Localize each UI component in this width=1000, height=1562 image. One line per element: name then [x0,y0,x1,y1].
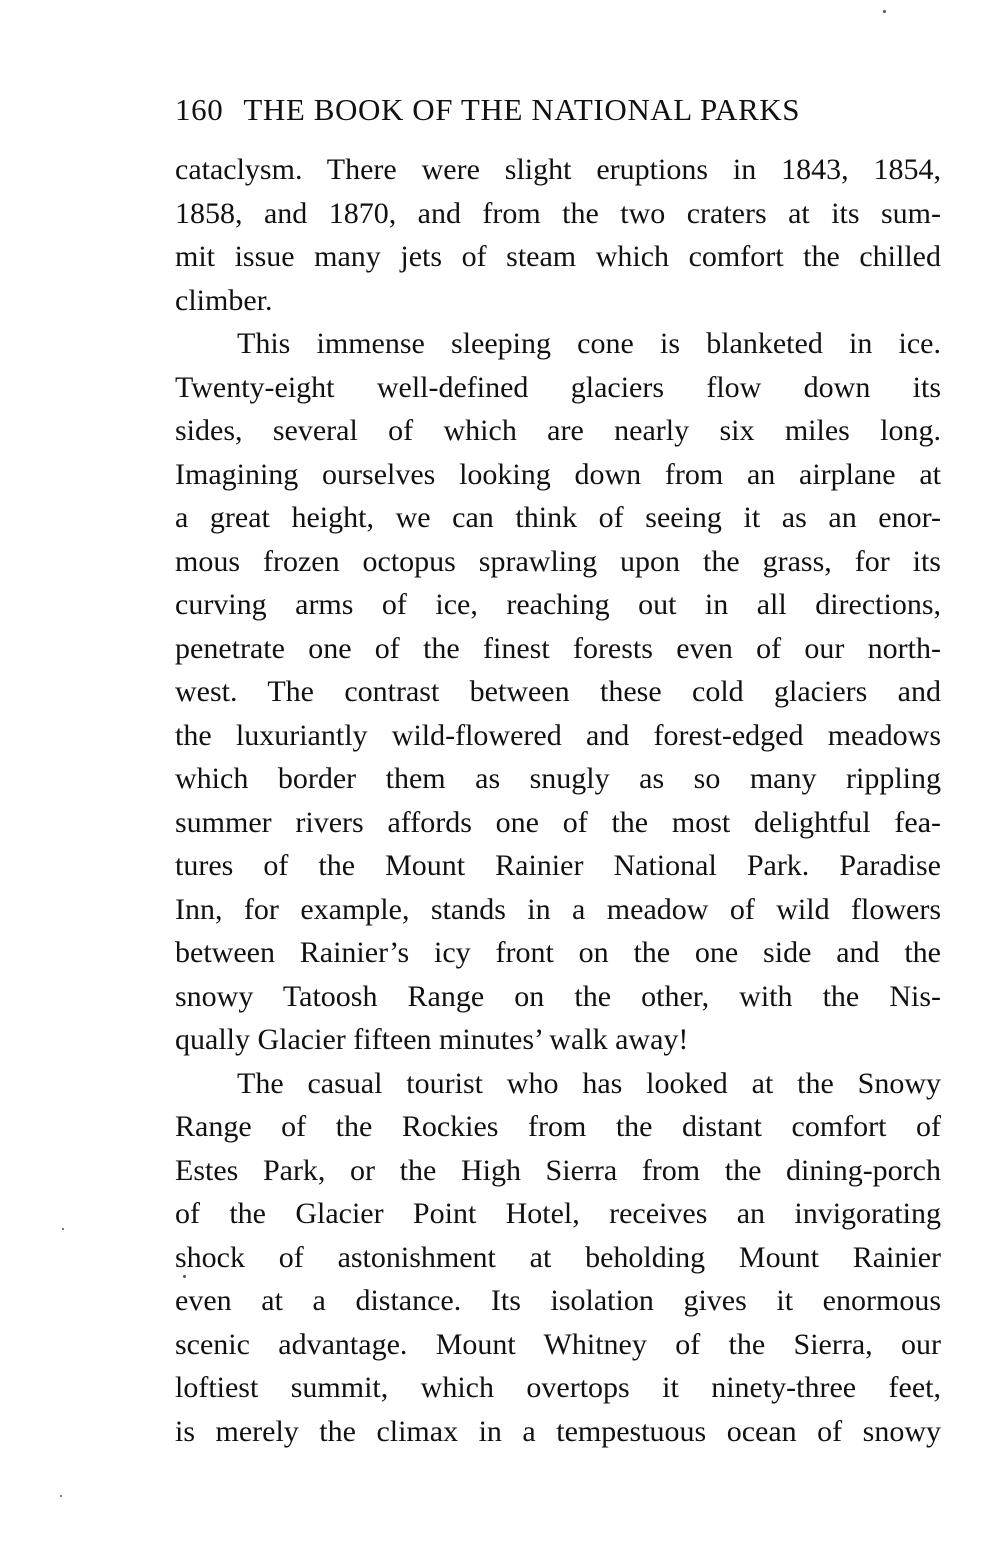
text-line: mit issue many jets of steam which comfort the chilled [175,240,941,273]
body-text [175,148,941,1453]
text-line: a great height, we can think of seeing it as an enor- [175,501,941,534]
text-line: is merely the climax in a tempestuous ocean of snowy [175,1414,941,1448]
paragraph-first-line: This immense sleeping cone is blanketed in ice. [237,327,941,360]
text-line: mous frozen octopus sprawling upon the grass, for its [175,544,941,578]
text-line: which border them as snugly as so many rippling [175,762,941,795]
paragraph-first-line: The casual tourist who has looked at the Snowy [237,1066,941,1100]
text-line: qually Glacier fifteen minutes’ walk away! [175,1023,689,1056]
text-line: snowy Tatoosh Range on the other, with the Nis- [175,979,941,1013]
page-number: 160 [175,92,224,127]
text-line: tures of the Mount Rainier National Park. Paradise [175,849,941,882]
text-line: loftiest summit, which overtops it ninety-three feet, [175,1371,941,1404]
scan-speck [60,1495,62,1497]
text-line: Twenty-eight well-defined glaciers flow down its [175,370,941,404]
scan-speck [62,1228,64,1230]
text-line: even at a distance. Its isolation gives it enormous [175,1284,941,1317]
text-line: of the Glacier Point Hotel, receives an invigorating [175,1197,941,1230]
scan-speck [183,1275,186,1278]
text-line: the luxuriantly wild-flowered and forest-edged meadows [175,718,941,752]
text-line: curving arms of ice, reaching out in all directions, [175,588,941,621]
text-line: climber. [175,283,273,317]
text-line: cataclysm. There were slight eruptions in 1843, 1854, [175,153,941,186]
text-line: Range of the Rockies from the distant comfort of [175,1110,941,1143]
text-line: sides, several of which are nearly six miles long. [175,414,941,447]
text-line: scenic advantage. Mount Whitney of the Sierra, our [175,1327,941,1361]
text-line: west. The contrast between these cold glaciers and [175,675,941,708]
text-line: summer rivers affords one of the most delightful fea- [175,805,941,839]
text-line: penetrate one of the finest forests even of our north- [175,631,941,665]
running-header [175,88,945,132]
text-line: between Rainier’s icy front on the one side and the [175,936,941,969]
scan-speck [883,10,886,13]
running-title: THE BOOK OF THE NATIONAL PARKS [243,92,801,127]
text-line: Imagining ourselves looking down from an airplane at [175,457,941,491]
text-line: shock of astonishment at beholding Mount Rainier [175,1240,941,1274]
text-line: 1858, and 1870, and from the two craters at its sum- [175,196,941,230]
text-line: Inn, for example, stands in a meadow of wild flowers [175,892,941,926]
text-line: Estes Park, or the High Sierra from the dining-porch [175,1153,941,1187]
